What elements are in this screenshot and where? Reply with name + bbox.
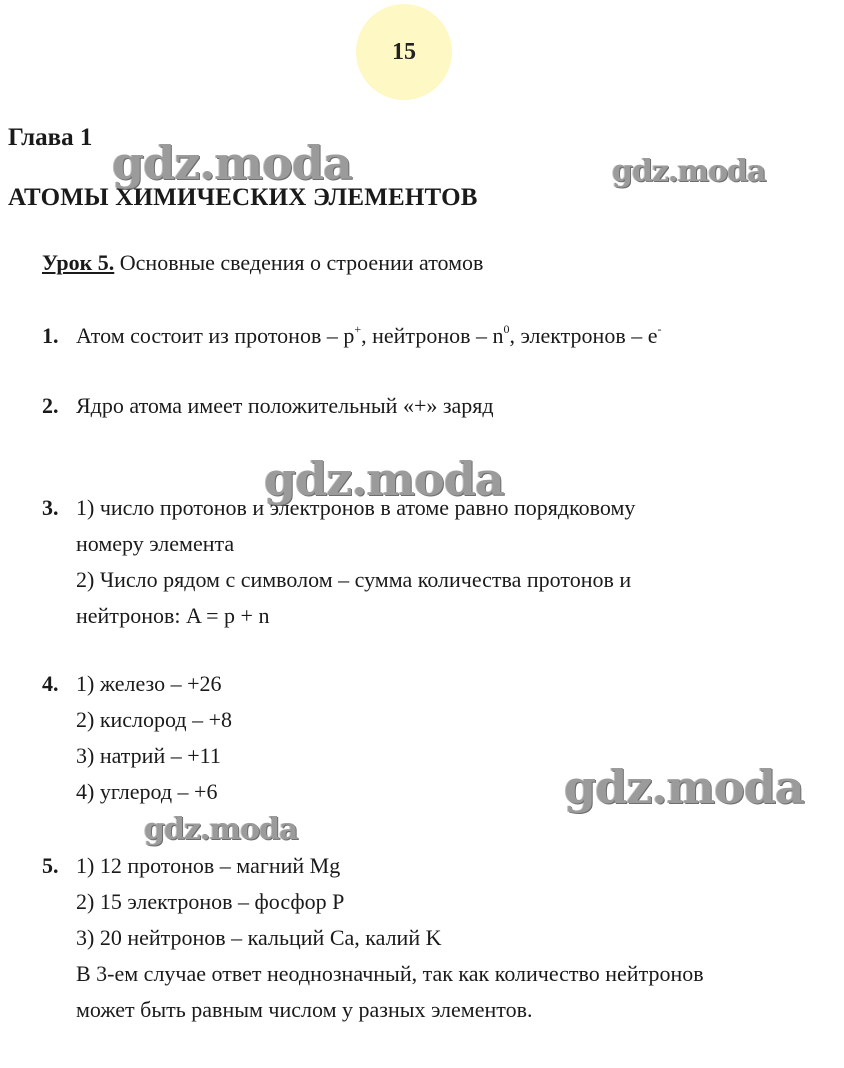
charge-superscript: 0 <box>503 321 510 336</box>
chapter-label: Глава 1 <box>8 124 93 151</box>
answer-line: 3) 20 нейтронов – кальций Ca, калий K <box>76 925 442 950</box>
page-number-badge <box>356 4 452 100</box>
watermark: gdz.moda <box>612 154 766 189</box>
question-number: 5. <box>42 853 59 878</box>
answer-line: 4) углерод – +6 <box>76 779 218 804</box>
answer-body <box>76 490 836 634</box>
answer-line: 1) железо – +26 <box>76 671 222 696</box>
watermark: gdz.moda <box>144 812 298 847</box>
answer-line: 3) натрий – +11 <box>76 743 221 768</box>
question-5 <box>42 848 802 1028</box>
question-number: 3. <box>42 495 59 520</box>
watermark: gdz.moda <box>112 136 352 190</box>
watermark: gdz.moda <box>564 760 804 814</box>
lesson-title: Основные сведения о строении атомов <box>114 250 484 275</box>
page-number: 15 <box>392 38 416 65</box>
answer-line: нейтронов: A = p + n <box>76 603 270 628</box>
answer-line: 2) 15 электронов – фосфор P <box>76 889 345 914</box>
question-3 <box>42 490 802 634</box>
answer-line <box>76 318 836 354</box>
answer-line: 2) кислород – +8 <box>76 707 232 732</box>
answer-line: номеру элемента <box>76 531 235 556</box>
charge-superscript: + <box>354 321 362 336</box>
answer-text: , нейтронов – n <box>361 323 504 348</box>
charge-superscript: - <box>657 321 662 336</box>
lesson-heading <box>42 250 483 276</box>
answer-body <box>76 388 836 424</box>
answer-line: 2) Число рядом с символом – сумма количества протонов и <box>76 567 632 592</box>
question-2 <box>42 388 802 424</box>
answer-line: Ядро атома имеет положительный «+» заряд <box>76 393 494 418</box>
answer-line: 1) число протонов и электронов в атоме равно порядковому <box>76 495 636 520</box>
chapter-title: АТОМЫ ХИМИЧЕСКИХ ЭЛЕМЕНТОВ <box>8 184 478 211</box>
answer-body <box>76 318 836 354</box>
question-number: 4. <box>42 671 59 696</box>
question-number: 2. <box>42 393 59 418</box>
answer-text: , электронов – e <box>509 323 658 348</box>
answer-line: В 3-ем случае ответ неоднозначный, так как количество нейтронов <box>76 961 704 986</box>
answer-text: Атом состоит из протонов – p <box>76 323 355 348</box>
watermark: gdz.moda <box>264 452 504 506</box>
answer-line: может быть равным числом у разных элементов. <box>76 997 533 1022</box>
lesson-label: Урок 5. <box>42 250 115 275</box>
question-1 <box>42 318 802 354</box>
answer-line: 1) 12 протонов – магний Mg <box>76 853 341 878</box>
question-number: 1. <box>42 323 59 348</box>
answer-body <box>76 848 836 1028</box>
